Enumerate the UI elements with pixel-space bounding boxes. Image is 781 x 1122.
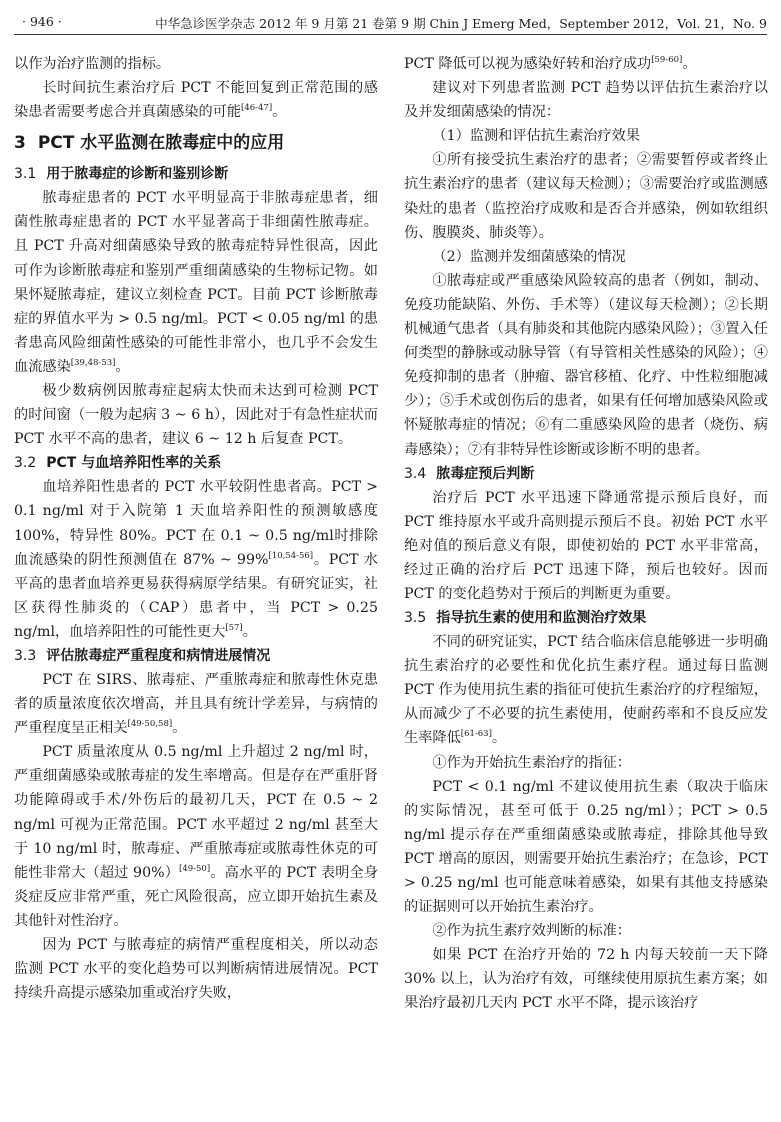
page-number: · 946 ·	[22, 14, 62, 29]
subsection-heading-3-5: 3.5 指导抗生素的使用和监测治疗效果	[404, 610, 647, 627]
subsection-heading-3-2: 3.2 PCT 与血培养阳性率的关系	[14, 455, 222, 472]
paragraph: 以作为治疗监测的指标。	[14, 56, 171, 72]
citation: [49-50]	[179, 863, 211, 874]
paragraph: 脓毒症患者的 PCT 水平明显高于非脓毒症患者，细菌性脓毒症患者的 PCT 水平显著高于非细菌性脓毒症。且 PCT 升高对细菌感染导致的脓毒症特异性很高，因此可作为诊断脓毒症和鉴别严重细菌感染的生物标记物。如果怀疑脓毒症，建议立刻检查 PCT。目前 PCT 诊断脓毒症的界值水平为 > 0.5 ng/ml。PCT < 0.05 ng/ml 的患者患高风险细菌性感染的可能性非常小，也几乎不会发生血流感染[39,48-53]。	[14, 190, 378, 375]
list-heading: （2）监测并发细菌感染的情况	[432, 248, 626, 265]
citation: [61-63]	[460, 729, 492, 740]
subsection-heading-3-4: 3.4 脓毒症预后判断	[404, 465, 535, 482]
citation: [49-50,58]	[127, 719, 173, 730]
citation: [10,54-56]	[268, 550, 314, 561]
list-heading: ②作为抗生素疗效判断的标准：	[432, 923, 632, 940]
paragraph: 血培养阳性患者的 PCT 水平较阴性患者高。PCT > 0.1 ng/ml 对于入院第 1 天血培养阳性的预测敏感度 100%，特异性 80%。PCT 在 0.1 ~ 0.5 ng/ml时排除血流感染的阴性预测值在 87% ~ 99%[10,54-56]。PCT 水平高的患者血培养更易获得病原学结果。有研究证实，社区获得性肺炎的（CAP）患者中，当 PCT > 0.25 ng/ml，血培养阳性的可能性更大[57]。	[14, 479, 378, 640]
subsection-heading-3-3: 3.3 评估脓毒症严重程度和病情进展情况	[14, 647, 271, 664]
paragraph: 因为 PCT 与脓毒症的病情严重程度相关，所以动态监测 PCT 水平的变化趋势可以判断病情进展情况。PCT 持续升高提示感染加重或治疗失败，	[14, 937, 378, 1002]
paragraph: PCT 降低可以视为感染好转和治疗成功[59-60]。	[404, 55, 697, 72]
paragraph: PCT 在 SIRS、脓毒症、严重脓毒症和脓毒性休克患者的质量浓度依次增高，并且具有统计学差异，与病情的严重程度呈正相关[49-50,58]。	[14, 671, 378, 737]
paragraph: 如果 PCT 在治疗开始的 72 h 内每天较前一天下降 30% 以上，认为治疗有效，可继续使用原抗生素方案；如果治疗最初几天内 PCT 水平不降，提示该治疗	[404, 947, 768, 1012]
citation: [39,48-53]	[70, 357, 116, 368]
left-column	[14, 52, 378, 1005]
paragraph: ①脓毒症或严重感染风险较高的患者（例如，制动、免疫功能缺陷、外伤、手术等）（建议每天检测）；②长期机械通气患者（具有肺炎和其他院内感染风险）；③置入任何类型的静脉或动脉导管（有导管相关性感染的风险）；④免疫抑制的患者（肿瘤、器官移植、化疗、中性粒细胞减少）；⑤手术或创伤后的患者，如果有任何增加感染风险或怀疑脓毒症的情况；⑥有二重感染风险的患者（烧伤、病毒感染）；⑦有非特异性诊断或诊断不明的患者。	[404, 272, 768, 458]
citation: [59-60]	[651, 55, 683, 65]
paragraph: 建议对下列患者监测 PCT 趋势以评估抗生素治疗以及并发细菌感染的情况：	[404, 80, 768, 121]
paragraph: 治疗后 PCT 水平迅速下降通常提示预后良好，而 PCT 维持原水平或升高则提示预后不良。初始 PCT 水平绝对值的预后意义有限，即使初始的 PCT 水平非常高，经过正确的治疗后 PCT 迅速下降，预后也较好。因而 PCT 的变化趋势对于预后的判断更为重要。	[404, 489, 768, 602]
right-column	[404, 52, 768, 1016]
citation: [57]	[225, 622, 243, 633]
paragraph: 极少数病例因脓毒症起病太快而未达到可检测 PCT 的时间窗（一般为起病 3 ~ 6 h），因此对于有急性症状而 PCT 水平不高的患者，建议 6 ~ 12 h 后复查 PCT。	[14, 383, 378, 448]
paragraph: 不同的研究证实，PCT 结合临床信息能够进一步明确抗生素治疗的必要性和优化抗生素疗程。通过每日监测 PCT 作为使用抗生素的指征可使抗生素治疗的疗程缩短，从而减少了不必要的抗生素使用，使耐药率和不良反应发生率降低[61-63]。	[404, 634, 768, 747]
list-heading: ①作为开始抗生素治疗的指征：	[432, 754, 632, 771]
subsection-heading-3-1: 3.1 用于脓毒症的诊断和鉴别诊断	[14, 166, 229, 183]
paragraph: 长时间抗生素治疗后 PCT 不能回复到正常范围的感染患者需要考虑合并真菌感染的可能[46-47]。	[14, 80, 378, 121]
journal-citation: 中华急诊医学杂志 2012 年 9 月第 21 卷第 9 期 Chin J Emerg Med，September 2012，Vol. 21，No. 9	[155, 16, 767, 31]
running-header	[14, 12, 767, 35]
section-heading-3: 3 PCT 水平监测在脓毒症中的应用	[14, 133, 285, 154]
paragraph: PCT 质量浓度从 0.5 ng/ml 上升超过 2 ng/ml 时，严重细菌感染或脓毒症的发生率增高。但是存在严重肝肾功能障碍或手术/外伤后的最初几天，PCT 在 0.5 ~ 2 ng/ml 可视为正常范围。PCT 水平超过 2 ng/ml 甚至大于 10 ng/ml 时，脓毒症、严重脓毒症或脓毒性休克的可能性非常大（超过 90%）[49-50]。高水平的 PCT 表明全身炎症反应非常严重，死亡风险很高，应立即开始抗生素及其他针对性治疗。	[14, 744, 379, 929]
paragraph: PCT < 0.1 ng/ml 不建议使用抗生素（取决于临床的实际情况，甚至可低于 0.25 ng/ml）；PCT > 0.5 ng/ml 提示存在严重细菌感染或脓毒症，排除其他导致 PCT 增高的原因，则需要开始抗生素治疗；在急诊，PCT > 0.25 ng/ml 也可能意味着感染，如果有其他支持感染的证据则可以开始抗生素治疗。	[404, 778, 768, 916]
list-heading: （1）监测和评估抗生素治疗效果	[432, 128, 641, 145]
citation: [46-47]	[241, 103, 273, 114]
paragraph: ①所有接受抗生素治疗的患者；②需要暂停或者终止抗生素治疗的患者（建议每天检测）；③需要治疗或监测感染灶的患者（监控治疗成败和是否合并感染，例如软组织伤、腹膜炎、肺炎等）。	[404, 152, 768, 241]
